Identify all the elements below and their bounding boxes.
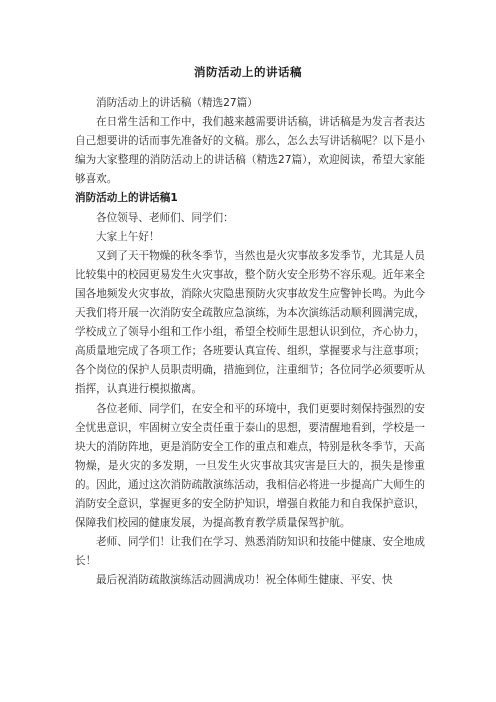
body-paragraph: 各位老师、同学们，在安全和平的环境中，我们更要时刻保持强烈的安全忧患意识，牢固树立安全责任重于泰山的思想，要清醒地看到，学校是一块大的消防阵地，更是消防安全工作的重点和难点，特别是秋冬季节，天高物燥，是火灾的多发期，一旦发生火灾事故其灾害是巨大的，损失是惨重的。因此，通过这次消防疏散演练活动，我相信必将进一步提高广大师生的消防安全意识，掌握更多的安全防护知识，增强自救能力和自我保护意识，保障我们校园的健康发展，为提高教育教学质量保驾护航。 [75, 402, 425, 530]
intro-paragraph: 在日常生活和工作中，我们越来越需要讲话稿，讲话稿是为发言者表达自己想要讲的话而事先准备好的文稿。那么，怎么去写讲话稿呢？以下是小编为大家整理的消防活动上的讲话稿（精选27篇），欢迎阅读，希望大家能够喜欢。 [75, 116, 425, 186]
section-heading: 消防活动上的讲话稿1 [75, 192, 178, 205]
body-paragraph: 又到了天干物燥的秋冬季节，当然也是火灾事故多发季节，尤其是人员比较集中的校园更易发生火灾事故，整个防火安全形势不容乐观。近年来全国各地频发火灾事故，消除火灾隐患预防火灾事故发生应警钟长鸣。为此今天我们将开展一次消防安全疏散应急演练，为本次演练活动顺利圆满完成，学校成立了领导小组和工作小组，希望全校师生思想认识到位，齐心协力，高质量地完成了各项工作；各班要认真宣传、组织，掌握要求与注意事项；各个岗位的保护人员职责明确，措施到位，注重细节；各位同学必须要听从指挥，认真进行模拟撤离。 [75, 249, 425, 396]
document-title: 消防活动上的讲话稿 [194, 65, 302, 79]
closing-paragraph: 最后祝消防疏散演练活动圆满成功！祝全体师生健康、平安、快 [96, 574, 393, 587]
body-paragraph: 老师、同学们！让我们在学习、熟悉消防知识和技能中健康、安全地成长！ [75, 536, 425, 568]
document-body [75, 94, 425, 590]
greeting-paragraph: 大家上午好！ [96, 230, 160, 243]
salutation-paragraph: 各位领导、老师们、同学们： [96, 211, 234, 224]
subtitle-paragraph: 消防活动上的讲话稿（精选27篇） [96, 97, 258, 109]
